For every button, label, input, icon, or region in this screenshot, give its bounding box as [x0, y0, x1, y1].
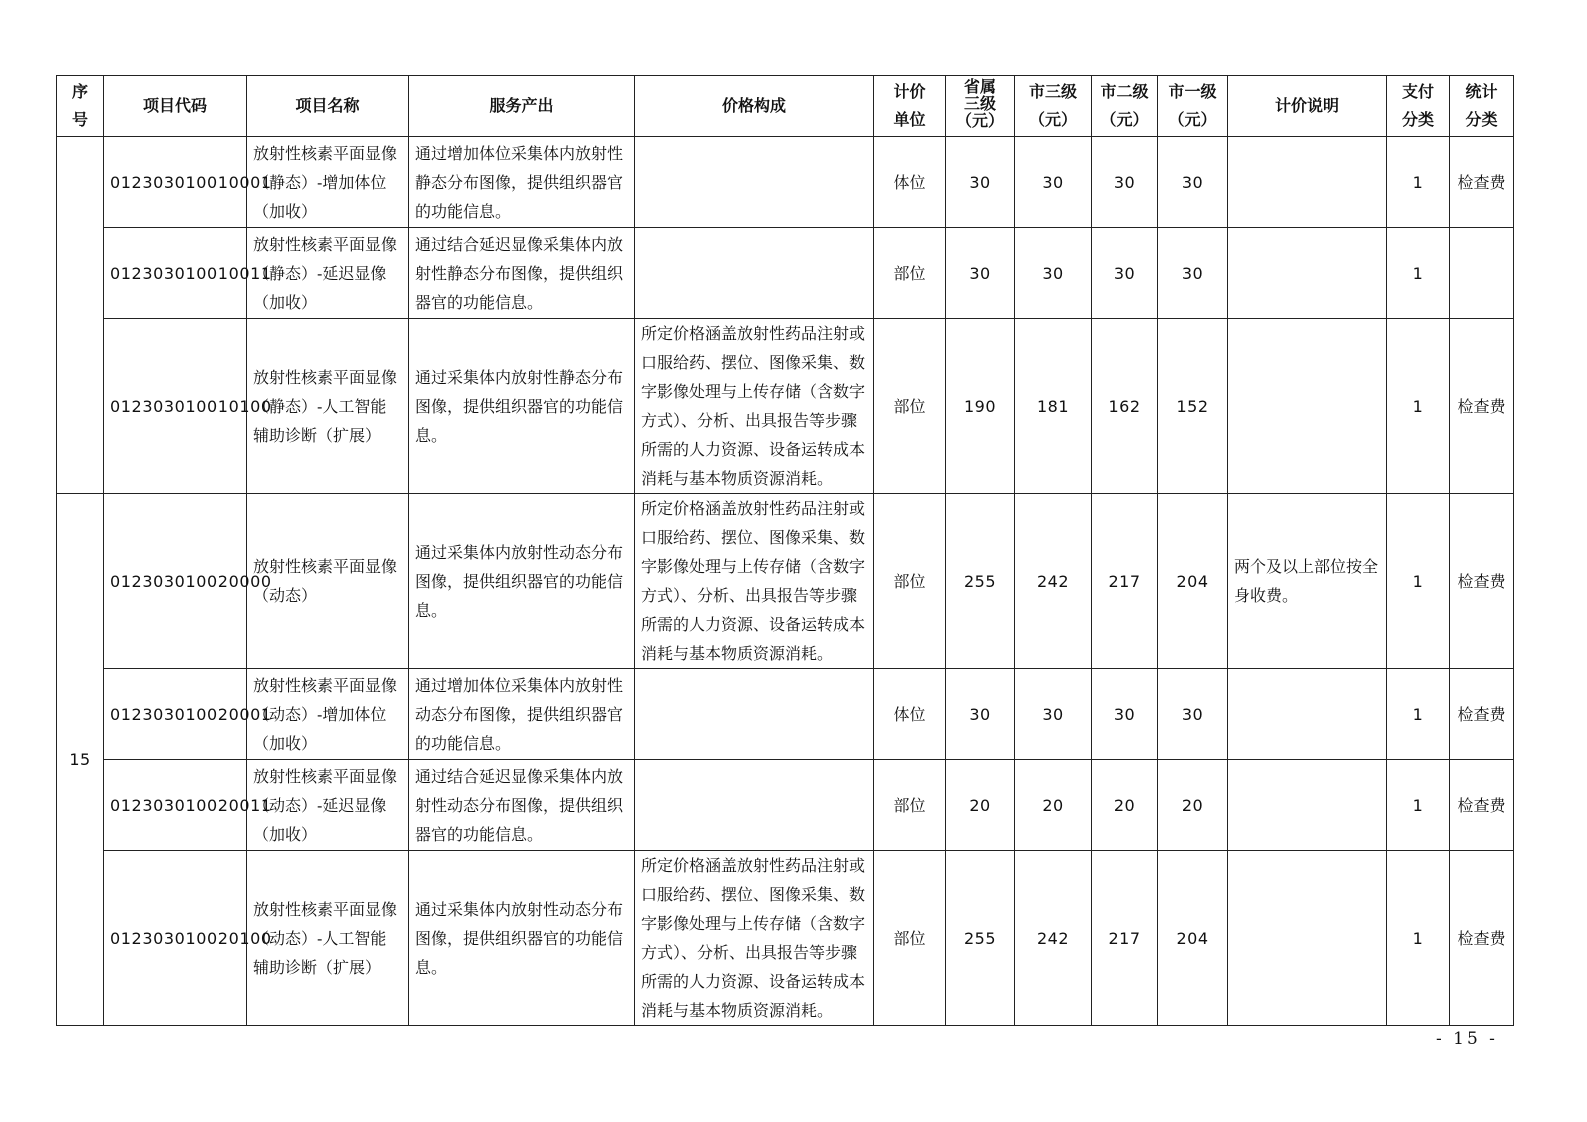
stat-cell: 检查费: [1450, 760, 1514, 851]
price-table: [56, 75, 1514, 1026]
output-cell: 通过采集体内放射性动态分布图像，提供组织器官的功能信息。: [409, 494, 635, 669]
name-cell: 放射性核素平面显像（动态）-人工智能辅助诊断（扩展）: [247, 851, 409, 1026]
city3-price-cell: 30: [1015, 228, 1092, 319]
city3-price-cell: 242: [1015, 851, 1092, 1026]
header-stat: 统计 分类: [1450, 76, 1514, 137]
stat-cell: 检查费: [1450, 319, 1514, 494]
province-price-cell: 30: [946, 137, 1015, 228]
page-number: - 15 -: [1436, 1029, 1498, 1049]
stat-cell: 检查费: [1450, 137, 1514, 228]
city1-price-cell: 30: [1158, 137, 1228, 228]
city1-price-cell: 204: [1158, 851, 1228, 1026]
table-row: [57, 669, 1514, 760]
note-cell: [1228, 851, 1387, 1026]
code-cell: 012303010020000: [104, 494, 247, 669]
composition-cell: [635, 137, 874, 228]
city3-price-cell: 242: [1015, 494, 1092, 669]
note-cell: [1228, 228, 1387, 319]
city2-price-cell: 162: [1092, 319, 1158, 494]
output-cell: 通过采集体内放射性动态分布图像，提供组织器官的功能信息。: [409, 851, 635, 1026]
payment-cell: 1: [1387, 760, 1450, 851]
code-cell: 012303010020001: [104, 669, 247, 760]
header-row: [57, 76, 1514, 137]
city1-price-cell: 204: [1158, 494, 1228, 669]
header-city1: 市一级 （元）: [1158, 76, 1228, 137]
province-price-cell: 190: [946, 319, 1015, 494]
unit-cell: 体位: [874, 669, 946, 760]
header-unit: 计价 单位: [874, 76, 946, 137]
note-cell: [1228, 319, 1387, 494]
composition-cell: [635, 760, 874, 851]
city2-price-cell: 30: [1092, 669, 1158, 760]
code-cell: 012303010010100: [104, 319, 247, 494]
header-city2: 市二级 （元）: [1092, 76, 1158, 137]
city1-price-cell: 30: [1158, 228, 1228, 319]
note-cell: [1228, 760, 1387, 851]
stat-cell: [1450, 228, 1514, 319]
city1-price-cell: 30: [1158, 669, 1228, 760]
table-row: [57, 494, 1514, 669]
city3-price-cell: 30: [1015, 669, 1092, 760]
city3-price-cell: 30: [1015, 137, 1092, 228]
seq-cell: 15: [57, 494, 104, 1026]
payment-cell: 1: [1387, 228, 1450, 319]
table-row: [57, 137, 1514, 228]
header-composition: 价格构成: [635, 76, 874, 137]
header-note: 计价说明: [1228, 76, 1387, 137]
composition-cell: [635, 228, 874, 319]
stat-cell: 检查费: [1450, 669, 1514, 760]
note-cell: [1228, 669, 1387, 760]
header-payment: 支付 分类: [1387, 76, 1450, 137]
name-cell: 放射性核素平面显像（动态）: [247, 494, 409, 669]
composition-cell: 所定价格涵盖放射性药品注射或口服给药、摆位、图像采集、数字影像处理与上传存储（含数字方式）、分析、出具报告等步骤所需的人力资源、设备运转成本消耗与基本物质资源消耗。: [635, 494, 874, 669]
output-cell: 通过结合延迟显像采集体内放射性静态分布图像，提供组织器官的功能信息。: [409, 228, 635, 319]
note-cell: [1228, 137, 1387, 228]
note-cell: 两个及以上部位按全身收费。: [1228, 494, 1387, 669]
province-price-cell: 30: [946, 669, 1015, 760]
payment-cell: 1: [1387, 494, 1450, 669]
output-cell: 通过采集体内放射性静态分布图像，提供组织器官的功能信息。: [409, 319, 635, 494]
city2-price-cell: 30: [1092, 137, 1158, 228]
code-cell: 012303010020100: [104, 851, 247, 1026]
header-output: 服务产出: [409, 76, 635, 137]
payment-cell: 1: [1387, 319, 1450, 494]
city1-price-cell: 152: [1158, 319, 1228, 494]
unit-cell: 部位: [874, 851, 946, 1026]
table-row: [57, 851, 1514, 1026]
table-row: [57, 228, 1514, 319]
output-cell: 通过增加体位采集体内放射性静态分布图像，提供组织器官的功能信息。: [409, 137, 635, 228]
payment-cell: 1: [1387, 669, 1450, 760]
unit-cell: 部位: [874, 228, 946, 319]
province-price-cell: 30: [946, 228, 1015, 319]
province-price-cell: 255: [946, 494, 1015, 669]
code-cell: 012303010010011: [104, 228, 247, 319]
header-name: 项目名称: [247, 76, 409, 137]
header-city3: 市三级 （元）: [1015, 76, 1092, 137]
city2-price-cell: 217: [1092, 494, 1158, 669]
code-cell: 012303010020011: [104, 760, 247, 851]
output-cell: 通过增加体位采集体内放射性动态分布图像，提供组织器官的功能信息。: [409, 669, 635, 760]
table-row: [57, 760, 1514, 851]
name-cell: 放射性核素平面显像（动态）-增加体位（加收）: [247, 669, 409, 760]
name-cell: 放射性核素平面显像（静态）-人工智能辅助诊断（扩展）: [247, 319, 409, 494]
city2-price-cell: 30: [1092, 228, 1158, 319]
header-province: 省属 三级 （元）: [946, 76, 1015, 137]
name-cell: 放射性核素平面显像（静态）-增加体位（加收）: [247, 137, 409, 228]
name-cell: 放射性核素平面显像（动态）-延迟显像（加收）: [247, 760, 409, 851]
unit-cell: 体位: [874, 137, 946, 228]
province-price-cell: 20: [946, 760, 1015, 851]
city1-price-cell: 20: [1158, 760, 1228, 851]
payment-cell: 1: [1387, 851, 1450, 1026]
unit-cell: 部位: [874, 319, 946, 494]
unit-cell: 部位: [874, 494, 946, 669]
city2-price-cell: 217: [1092, 851, 1158, 1026]
code-cell: 012303010010001: [104, 137, 247, 228]
seq-cell: [57, 137, 104, 494]
composition-cell: [635, 669, 874, 760]
province-price-cell: 255: [946, 851, 1015, 1026]
output-cell: 通过结合延迟显像采集体内放射性动态分布图像，提供组织器官的功能信息。: [409, 760, 635, 851]
city3-price-cell: 181: [1015, 319, 1092, 494]
city2-price-cell: 20: [1092, 760, 1158, 851]
unit-cell: 部位: [874, 760, 946, 851]
header-code: 项目代码: [104, 76, 247, 137]
stat-cell: 检查费: [1450, 494, 1514, 669]
payment-cell: 1: [1387, 137, 1450, 228]
city3-price-cell: 20: [1015, 760, 1092, 851]
composition-cell: 所定价格涵盖放射性药品注射或口服给药、摆位、图像采集、数字影像处理与上传存储（含数字方式）、分析、出具报告等步骤所需的人力资源、设备运转成本消耗与基本物质资源消耗。: [635, 319, 874, 494]
header-seq: 序 号: [57, 76, 104, 137]
composition-cell: 所定价格涵盖放射性药品注射或口服给药、摆位、图像采集、数字影像处理与上传存储（含数字方式）、分析、出具报告等步骤所需的人力资源、设备运转成本消耗与基本物质资源消耗。: [635, 851, 874, 1026]
name-cell: 放射性核素平面显像（静态）-延迟显像（加收）: [247, 228, 409, 319]
table-row: [57, 319, 1514, 494]
stat-cell: 检查费: [1450, 851, 1514, 1026]
